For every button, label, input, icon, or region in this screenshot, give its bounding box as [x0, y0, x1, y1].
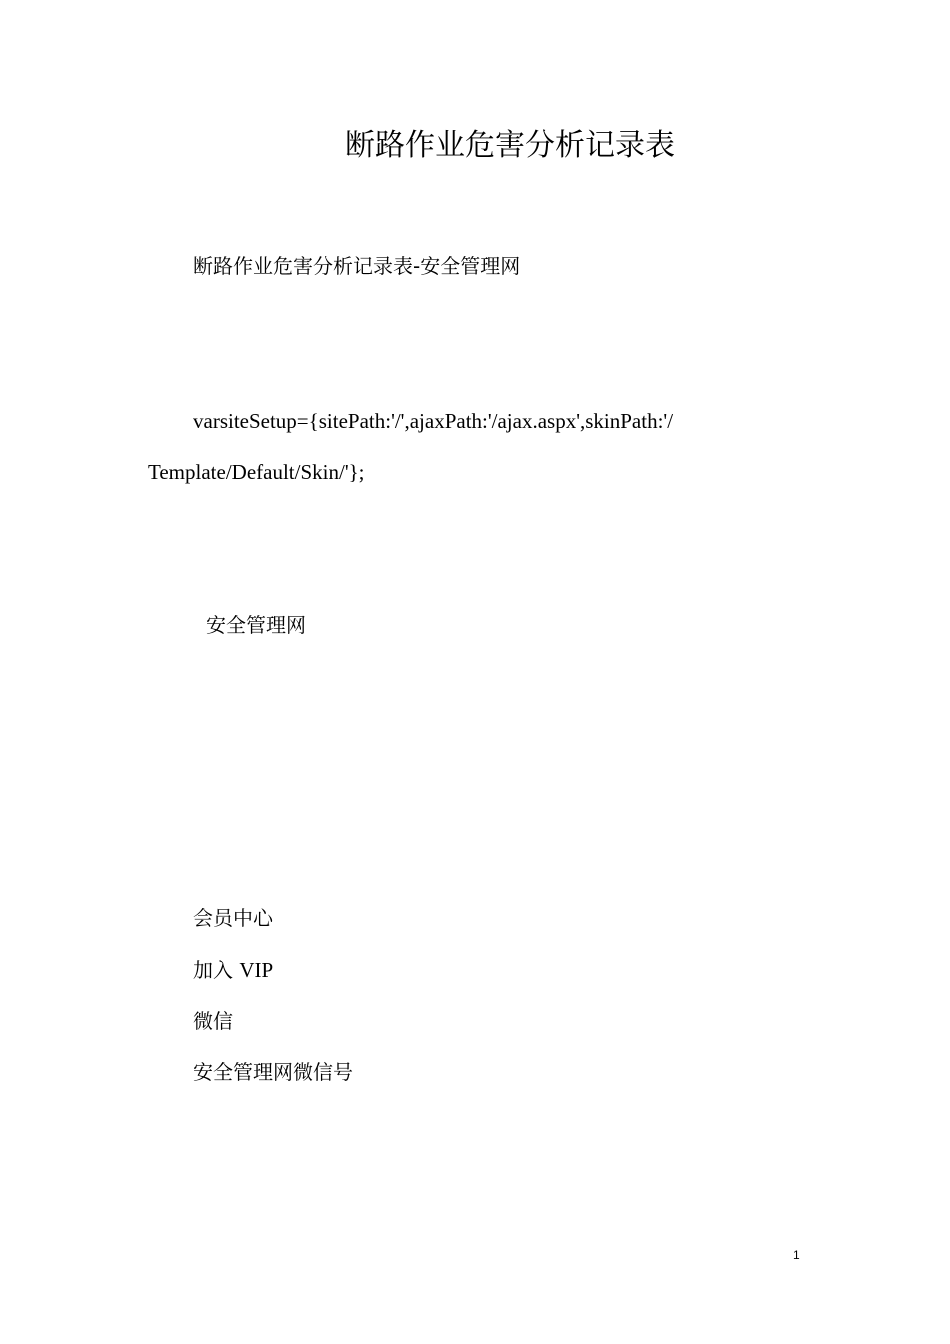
join-vip-label-cn: 加入	[193, 958, 233, 982]
wechat-account-link[interactable]: 安全管理网微信号	[193, 1060, 353, 1084]
document-subtitle: 断路作业危害分析记录表-安全管理网	[193, 254, 521, 278]
script-text-line-2: Template/Default/Skin/'};	[148, 460, 365, 484]
join-vip-link[interactable]	[193, 960, 273, 981]
site-name-link[interactable]: 安全管理网	[206, 613, 306, 637]
page-number: 1	[793, 1248, 800, 1262]
document-title: 断路作业危害分析记录表	[345, 128, 675, 163]
member-center-link[interactable]: 会员中心	[193, 906, 273, 930]
join-vip-label-en: VIP	[239, 958, 274, 982]
script-text-line-1: varsiteSetup={sitePath:'/',ajaxPath:'/ajax.aspx',skinPath:'/	[193, 409, 674, 433]
wechat-link[interactable]: 微信	[193, 1009, 233, 1033]
title-container	[0, 0, 950, 200]
